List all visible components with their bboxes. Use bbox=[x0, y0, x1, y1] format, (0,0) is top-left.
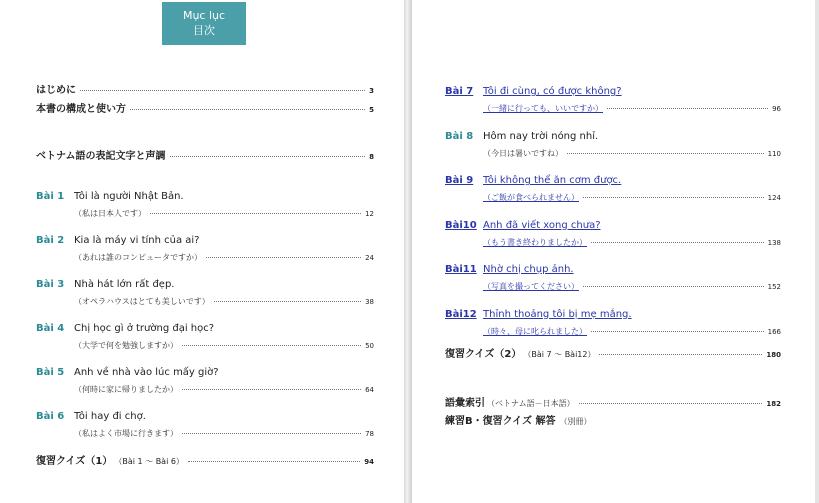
book-gutter bbox=[404, 0, 412, 503]
lesson-title: Thỉnh thoảng tôi bị mẹ mắng. bbox=[483, 308, 632, 320]
lesson-translation: （オペラハウスはとても美しいです） bbox=[74, 297, 210, 306]
lesson-heading bbox=[445, 220, 601, 231]
entry-page: 182 bbox=[766, 400, 781, 408]
lesson-page: 38 bbox=[365, 298, 374, 306]
leader-dots bbox=[150, 213, 361, 214]
lesson-number: Bài 2 bbox=[36, 235, 65, 246]
lesson-number: Bài 1 bbox=[36, 191, 65, 202]
lesson-page: 64 bbox=[365, 386, 374, 394]
lesson-title: Nhà hát lớn rất đẹp. bbox=[74, 279, 175, 290]
lesson-page: 78 bbox=[365, 430, 374, 438]
entry-sub: （ベトナム語－日本語） bbox=[487, 399, 575, 408]
lesson-title: Anh về nhà vào lúc mấy giờ? bbox=[74, 367, 219, 378]
leader-dots bbox=[591, 242, 764, 243]
leader-dots bbox=[607, 108, 768, 109]
lesson-number: Bài10 bbox=[445, 219, 477, 231]
left-page bbox=[0, 0, 404, 503]
lesson-number: Bài 3 bbox=[36, 279, 65, 290]
lesson-translation: （時々、母に叱られました） bbox=[483, 326, 587, 336]
lesson-title: Tôi không thể ăn cơm được. bbox=[483, 175, 622, 186]
lesson-translation: （私は日本人です） bbox=[74, 209, 146, 218]
lesson-heading bbox=[36, 411, 146, 422]
header-line1: Mục lục bbox=[182, 9, 226, 22]
entry-label: 復習クイズ（1） bbox=[36, 456, 113, 467]
toc-entry[interactable] bbox=[36, 151, 374, 163]
lesson-translation: （大学で何を勉強しますか） bbox=[74, 341, 178, 350]
lesson-subline bbox=[74, 296, 374, 308]
leader-dots bbox=[214, 301, 361, 302]
lesson-number: Bài 6 bbox=[36, 411, 65, 422]
toc-header bbox=[162, 2, 246, 45]
review-quiz-1[interactable] bbox=[36, 456, 374, 468]
leader-dots bbox=[130, 109, 365, 110]
lesson-subline bbox=[483, 103, 781, 115]
lesson-translation: （ご飯が食べられません） bbox=[483, 193, 579, 202]
leader-dots bbox=[182, 389, 361, 390]
lesson-translation: （一緒に行っても、いいですか） bbox=[483, 104, 603, 113]
lesson-number: Bài 8 bbox=[445, 130, 474, 142]
entry-label: 本書の構成と使い方 bbox=[36, 104, 126, 115]
lesson-heading bbox=[445, 175, 621, 186]
answers-entry[interactable] bbox=[445, 416, 781, 428]
entry-label: 練習B・復習クイズ 解答 bbox=[445, 416, 556, 427]
lesson-number: Bài 5 bbox=[36, 367, 65, 378]
lesson-translation: （もう書き終わりましたか） bbox=[483, 237, 587, 247]
leader-dots bbox=[182, 345, 361, 346]
lesson-page: 12 bbox=[365, 210, 374, 218]
lesson-title: Anh đã viết xong chưa? bbox=[483, 219, 601, 231]
lesson-title: Nhờ chị chụp ảnh. bbox=[483, 264, 574, 275]
leader-dots bbox=[579, 403, 763, 404]
lesson-page: 24 bbox=[365, 254, 374, 262]
leader-dots bbox=[170, 156, 366, 157]
review-quiz-2[interactable] bbox=[445, 349, 781, 361]
entry-page: 180 bbox=[766, 351, 781, 359]
lesson-subline bbox=[483, 237, 781, 249]
lesson-page: 96 bbox=[772, 105, 781, 113]
leader-dots bbox=[206, 257, 361, 258]
leader-dots bbox=[182, 433, 361, 434]
lesson-subline bbox=[74, 340, 374, 352]
leader-dots bbox=[583, 286, 764, 287]
lesson-title: Tôi là người Nhật Bản. bbox=[74, 191, 184, 202]
entry-label: はじめに bbox=[36, 85, 76, 96]
leader-dots bbox=[591, 331, 764, 332]
lesson-number: Bài 4 bbox=[36, 323, 65, 334]
entry-label: 復習クイズ（2） bbox=[445, 349, 522, 360]
entry-range: （Bài 7 ～ Bài12） bbox=[523, 350, 596, 359]
leader-dots bbox=[80, 90, 365, 91]
lesson-translation: （写真を撮ってください） bbox=[483, 282, 579, 291]
lesson-title: Chị học gì ở trường đại học? bbox=[74, 323, 215, 334]
lesson-translation: （あれは誰のコンピュータですか） bbox=[74, 253, 202, 262]
lesson-subline bbox=[483, 326, 781, 338]
lesson-page: 124 bbox=[767, 194, 781, 202]
lesson-subline bbox=[74, 428, 374, 440]
lesson-heading bbox=[445, 264, 574, 275]
lesson-subline bbox=[74, 252, 374, 264]
lesson-translation: （今日は暑いですね） bbox=[483, 148, 563, 158]
entry-page: 3 bbox=[369, 87, 374, 95]
entry-label: ベトナム語の表記文字と声調 bbox=[36, 151, 166, 162]
lesson-translation: （何時に家に帰りましたか） bbox=[74, 385, 178, 394]
lesson-number: Bài12 bbox=[445, 308, 477, 320]
lesson-title: Tôi đi cùng, có được không? bbox=[483, 86, 622, 97]
lesson-heading bbox=[36, 279, 174, 290]
entry-page: 5 bbox=[369, 106, 374, 114]
lesson-heading bbox=[36, 367, 219, 378]
entry-page: 8 bbox=[369, 153, 374, 161]
entry-page: 94 bbox=[364, 458, 374, 466]
lesson-subline bbox=[483, 148, 781, 160]
leader-dots bbox=[583, 197, 764, 198]
entry-range: （Bài 1 ～ Bài 6） bbox=[114, 457, 184, 466]
leader-dots bbox=[188, 461, 360, 462]
lesson-page: 110 bbox=[767, 149, 781, 158]
lesson-title: Hôm nay trời nóng nhỉ. bbox=[483, 130, 599, 142]
lesson-title: Kia là máy vi tính của ai? bbox=[74, 235, 200, 246]
lesson-heading bbox=[445, 86, 622, 97]
lesson-page: 166 bbox=[767, 327, 781, 336]
lesson-page: 50 bbox=[365, 342, 374, 350]
lesson-number: Bài 9 bbox=[445, 175, 474, 186]
header-line2: 目次 bbox=[193, 24, 215, 37]
toc-entry[interactable] bbox=[36, 85, 374, 97]
lesson-subline bbox=[74, 384, 374, 396]
leader-dots bbox=[599, 354, 762, 355]
lesson-subline bbox=[74, 208, 374, 220]
vocab-index[interactable] bbox=[445, 398, 781, 410]
lesson-heading bbox=[36, 191, 184, 202]
lesson-number: Bài11 bbox=[445, 264, 477, 275]
right-page bbox=[412, 0, 819, 503]
lesson-heading bbox=[445, 131, 598, 142]
lesson-translation: （私はよく市場に行きます） bbox=[74, 429, 178, 438]
page-edge bbox=[815, 0, 819, 503]
toc-entry[interactable] bbox=[36, 104, 374, 116]
lesson-subline bbox=[483, 281, 781, 293]
leader-dots bbox=[567, 153, 764, 154]
lesson-title: Tôi hay đi chợ. bbox=[74, 411, 146, 422]
lesson-page: 152 bbox=[767, 283, 781, 291]
lesson-subline bbox=[483, 192, 781, 204]
entry-label: 語彙索引 bbox=[445, 398, 485, 409]
entry-sub: （別冊） bbox=[559, 417, 592, 426]
lesson-heading bbox=[36, 235, 199, 246]
lesson-heading bbox=[36, 323, 214, 334]
lesson-page: 138 bbox=[767, 238, 781, 247]
lesson-number: Bài 7 bbox=[445, 86, 474, 97]
lesson-heading bbox=[445, 309, 632, 320]
